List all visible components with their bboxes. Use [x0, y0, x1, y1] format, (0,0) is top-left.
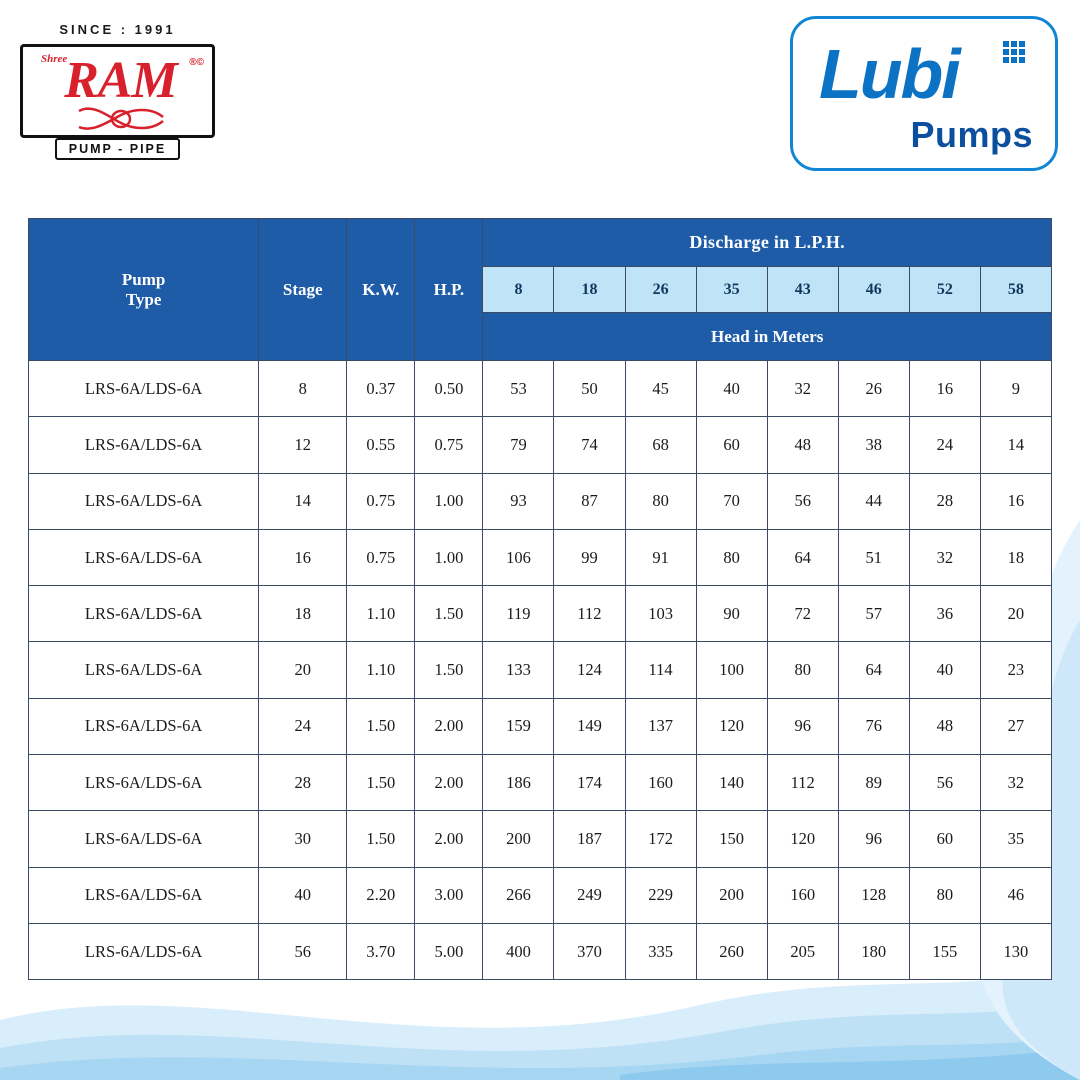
- cell-head: 200: [696, 867, 767, 923]
- cell-head: 100: [696, 642, 767, 698]
- cell-stage: 30: [259, 811, 347, 867]
- cell-head: 23: [980, 642, 1051, 698]
- cell-head: 20: [980, 586, 1051, 642]
- cell-head: 149: [554, 698, 625, 754]
- cell-pump-type: LRS-6A/LDS-6A: [29, 473, 259, 529]
- cell-head: 80: [909, 867, 980, 923]
- cell-head: 35: [980, 811, 1051, 867]
- cell-head: 48: [767, 417, 838, 473]
- shree-label: Shree: [41, 53, 68, 65]
- discharge-value: 43: [767, 267, 838, 313]
- table-body: [29, 361, 1052, 980]
- cell-pump-type: LRS-6A/LDS-6A: [29, 867, 259, 923]
- cell-head: 80: [625, 473, 696, 529]
- cell-kw: 1.50: [347, 698, 415, 754]
- cell-head: 160: [625, 755, 696, 811]
- col-header-discharge: Discharge in L.P.H.: [483, 219, 1052, 267]
- cell-head: 40: [909, 642, 980, 698]
- cell-head: 112: [554, 586, 625, 642]
- cell-head: 133: [483, 642, 554, 698]
- cell-head: 114: [625, 642, 696, 698]
- cell-head: 155: [909, 923, 980, 979]
- ram-logo-box: [20, 44, 215, 138]
- cell-head: 26: [838, 361, 909, 417]
- table-row: [29, 586, 1052, 642]
- cell-head: 400: [483, 923, 554, 979]
- cell-kw: 0.75: [347, 473, 415, 529]
- pump-performance-table-wrap: [28, 218, 1052, 980]
- cell-head: 56: [909, 755, 980, 811]
- cell-head: 60: [696, 417, 767, 473]
- table-row: [29, 417, 1052, 473]
- col-header-kw: K.W.: [347, 219, 415, 361]
- discharge-value: 46: [838, 267, 909, 313]
- cell-pump-type: LRS-6A/LDS-6A: [29, 529, 259, 585]
- page-header: [0, 0, 1080, 200]
- cell-stage: 28: [259, 755, 347, 811]
- cell-head: 93: [483, 473, 554, 529]
- cell-hp: 1.50: [415, 586, 483, 642]
- cell-head: 96: [838, 811, 909, 867]
- cell-kw: 1.50: [347, 811, 415, 867]
- table-head: [29, 219, 1052, 361]
- cell-stage: 20: [259, 642, 347, 698]
- cell-pump-type: LRS-6A/LDS-6A: [29, 811, 259, 867]
- cell-hp: 2.00: [415, 755, 483, 811]
- cell-head: 186: [483, 755, 554, 811]
- table-row: [29, 755, 1052, 811]
- col-header-head-in-meters: Head in Meters: [483, 313, 1052, 361]
- cell-head: 172: [625, 811, 696, 867]
- cell-stage: 8: [259, 361, 347, 417]
- pump-performance-table: [28, 218, 1052, 980]
- cell-pump-type: LRS-6A/LDS-6A: [29, 417, 259, 473]
- cell-head: 51: [838, 529, 909, 585]
- pump-type-line1: Pump: [121, 269, 166, 289]
- cell-head: 96: [767, 698, 838, 754]
- cell-head: 76: [838, 698, 909, 754]
- discharge-value: 58: [980, 267, 1051, 313]
- cell-head: 9: [980, 361, 1051, 417]
- table-row: [29, 361, 1052, 417]
- cell-head: 32: [980, 755, 1051, 811]
- discharge-value: 26: [625, 267, 696, 313]
- cell-head: 16: [909, 361, 980, 417]
- cell-head: 124: [554, 642, 625, 698]
- table-row: [29, 867, 1052, 923]
- cell-head: 200: [483, 811, 554, 867]
- cell-pump-type: LRS-6A/LDS-6A: [29, 923, 259, 979]
- table-row: [29, 811, 1052, 867]
- cell-kw: 3.70: [347, 923, 415, 979]
- table-row: [29, 923, 1052, 979]
- cell-kw: 1.10: [347, 642, 415, 698]
- cell-head: 32: [909, 529, 980, 585]
- cell-head: 260: [696, 923, 767, 979]
- lubi-wordmark: Lubi: [819, 35, 959, 113]
- cell-head: 187: [554, 811, 625, 867]
- cell-head: 46: [980, 867, 1051, 923]
- discharge-value: 18: [554, 267, 625, 313]
- col-header-stage: Stage: [259, 219, 347, 361]
- cell-head: 57: [838, 586, 909, 642]
- cell-head: 32: [767, 361, 838, 417]
- cell-head: 24: [909, 417, 980, 473]
- cell-head: 64: [767, 529, 838, 585]
- cell-kw: 1.50: [347, 755, 415, 811]
- table-row: [29, 642, 1052, 698]
- cell-head: 70: [696, 473, 767, 529]
- since-label: SINCE : 1991: [59, 22, 176, 37]
- cell-head: 60: [909, 811, 980, 867]
- cell-head: 112: [767, 755, 838, 811]
- cell-head: 120: [696, 698, 767, 754]
- pump-pipe-tagline: PUMP - PIPE: [55, 138, 180, 160]
- cell-head: 18: [980, 529, 1051, 585]
- discharge-value: 35: [696, 267, 767, 313]
- cell-head: 103: [625, 586, 696, 642]
- col-header-pump-type: [29, 219, 259, 361]
- cell-stage: 12: [259, 417, 347, 473]
- cell-kw: 0.37: [347, 361, 415, 417]
- cell-head: 28: [909, 473, 980, 529]
- cell-head: 80: [696, 529, 767, 585]
- cell-pump-type: LRS-6A/LDS-6A: [29, 755, 259, 811]
- shree-ram-logo: [20, 22, 215, 167]
- pump-type-line2: Type: [125, 289, 162, 309]
- cell-head: 36: [909, 586, 980, 642]
- cell-head: 99: [554, 529, 625, 585]
- header-row-1: [29, 219, 1052, 267]
- cell-head: 80: [767, 642, 838, 698]
- cell-hp: 5.00: [415, 923, 483, 979]
- cell-head: 27: [980, 698, 1051, 754]
- cell-hp: 3.00: [415, 867, 483, 923]
- lubi-logo: [790, 16, 1058, 171]
- cell-head: 45: [625, 361, 696, 417]
- cell-hp: 1.50: [415, 642, 483, 698]
- cell-head: 370: [554, 923, 625, 979]
- table-row: [29, 529, 1052, 585]
- cell-head: 44: [838, 473, 909, 529]
- cell-head: 159: [483, 698, 554, 754]
- cell-head: 160: [767, 867, 838, 923]
- cell-head: 64: [838, 642, 909, 698]
- cell-head: 91: [625, 529, 696, 585]
- cell-head: 174: [554, 755, 625, 811]
- cell-head: 72: [767, 586, 838, 642]
- cell-head: 56: [767, 473, 838, 529]
- cell-hp: 2.00: [415, 811, 483, 867]
- cell-hp: 1.00: [415, 473, 483, 529]
- cell-pump-type: LRS-6A/LDS-6A: [29, 698, 259, 754]
- table-row: [29, 698, 1052, 754]
- cell-hp: 0.50: [415, 361, 483, 417]
- ram-wordmark: RAM: [64, 52, 177, 109]
- cell-head: 180: [838, 923, 909, 979]
- cell-stage: 14: [259, 473, 347, 529]
- discharge-value: 52: [909, 267, 980, 313]
- cell-kw: 0.55: [347, 417, 415, 473]
- ram-swirl-icon: [75, 105, 167, 135]
- cell-head: 50: [554, 361, 625, 417]
- cell-pump-type: LRS-6A/LDS-6A: [29, 586, 259, 642]
- cell-head: 14: [980, 417, 1051, 473]
- col-header-hp: H.P.: [415, 219, 483, 361]
- cell-stage: 18: [259, 586, 347, 642]
- cell-head: 90: [696, 586, 767, 642]
- cell-head: 120: [767, 811, 838, 867]
- cell-stage: 24: [259, 698, 347, 754]
- cell-stage: 56: [259, 923, 347, 979]
- cell-pump-type: LRS-6A/LDS-6A: [29, 361, 259, 417]
- cell-head: 74: [554, 417, 625, 473]
- cell-head: 53: [483, 361, 554, 417]
- cell-head: 106: [483, 529, 554, 585]
- cell-head: 89: [838, 755, 909, 811]
- cell-hp: 1.00: [415, 529, 483, 585]
- pump-pipe-tagline-wrap: [20, 138, 215, 160]
- cell-head: 48: [909, 698, 980, 754]
- cell-head: 128: [838, 867, 909, 923]
- lubi-subtitle: Pumps: [910, 114, 1033, 155]
- cell-head: 119: [483, 586, 554, 642]
- cell-head: 140: [696, 755, 767, 811]
- cell-kw: 0.75: [347, 529, 415, 585]
- cell-head: 79: [483, 417, 554, 473]
- table-row: [29, 473, 1052, 529]
- cell-head: 266: [483, 867, 554, 923]
- cell-kw: 1.10: [347, 586, 415, 642]
- cell-head: 87: [554, 473, 625, 529]
- cell-head: 40: [696, 361, 767, 417]
- cell-head: 16: [980, 473, 1051, 529]
- cell-hp: 2.00: [415, 698, 483, 754]
- discharge-value: 8: [483, 267, 554, 313]
- cell-kw: 2.20: [347, 867, 415, 923]
- lubi-dots-icon: [1003, 41, 1029, 67]
- cell-head: 68: [625, 417, 696, 473]
- cell-head: 249: [554, 867, 625, 923]
- cell-head: 38: [838, 417, 909, 473]
- cell-head: 229: [625, 867, 696, 923]
- cell-stage: 40: [259, 867, 347, 923]
- cell-head: 335: [625, 923, 696, 979]
- cell-head: 150: [696, 811, 767, 867]
- cell-hp: 0.75: [415, 417, 483, 473]
- cell-stage: 16: [259, 529, 347, 585]
- cell-head: 205: [767, 923, 838, 979]
- cell-head: 130: [980, 923, 1051, 979]
- cell-pump-type: LRS-6A/LDS-6A: [29, 642, 259, 698]
- registered-mark: ®©: [189, 57, 204, 68]
- cell-head: 137: [625, 698, 696, 754]
